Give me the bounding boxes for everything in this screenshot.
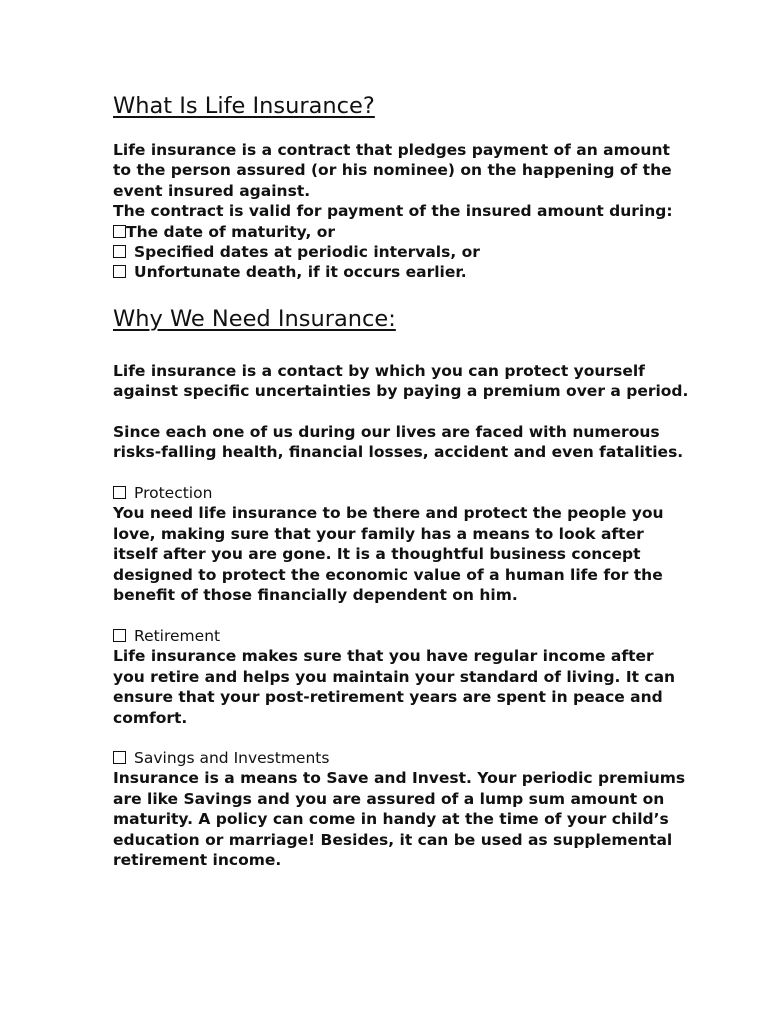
paragraph: [113, 361, 713, 402]
checkbox-icon: [113, 225, 126, 238]
checkbox-icon: [113, 751, 126, 764]
text-line: retirement income.: [113, 851, 282, 870]
checkbox-icon: [113, 629, 126, 642]
text-line: You need life insurance to be there and protect the people you: [113, 504, 664, 523]
list-item-savings-and-investments: [113, 748, 713, 870]
section-heading-why-we-need-insurance: Why We Need Insurance:: [113, 306, 396, 332]
text-line: are like Savings and you are assured of a lump sum amount on: [113, 789, 665, 808]
text-line: against specific uncertainties by paying a premium over a period.: [113, 382, 689, 401]
text-line: itself after you are gone. It is a thoughtful business concept: [113, 545, 641, 564]
item-title: Protection: [134, 484, 213, 502]
checkbox-icon: [113, 265, 126, 278]
list-item-protection: [113, 483, 713, 605]
text-line: you retire and helps you maintain your standard of living. It can: [113, 667, 676, 686]
option-item: [113, 242, 713, 262]
paragraph: [113, 422, 713, 463]
text-line: event insured against.: [113, 181, 311, 200]
list-item-retirement: [113, 626, 713, 728]
text-line: The contract is valid for payment of the insured amount during:: [113, 202, 673, 221]
checkbox-icon: [113, 245, 126, 258]
item-heading: [113, 483, 713, 503]
text-line: Insurance is a means to Save and Invest. Your periodic premiums: [113, 769, 686, 788]
text-line: Life insurance is a contact by which you can protect yourself: [113, 362, 645, 380]
text-line: comfort.: [113, 708, 188, 727]
text-line: risks-falling health, financial losses, accident and even fatalities.: [113, 443, 684, 462]
text-line: to the person assured (or his nominee) on the happening of the: [113, 161, 672, 180]
option-item: [113, 222, 713, 242]
text-line: Life insurance makes sure that you have regular income after: [113, 647, 654, 666]
section-heading-what-is-life-insurance: What Is Life Insurance?: [113, 93, 375, 119]
text-line: education or marriage! Besides, it can be used as supplemental: [113, 830, 673, 849]
text-line: love, making sure that your family has a means to look after: [113, 524, 644, 543]
item-heading: [113, 626, 713, 646]
text-line: designed to protect the economic value of a human life for the: [113, 565, 663, 584]
text-line: maturity. A policy can come in handy at the time of your child’s: [113, 810, 669, 829]
option-label: The date of maturity, or: [126, 222, 336, 241]
item-title: Savings and Investments: [134, 749, 330, 767]
item-title: Retirement: [134, 627, 221, 645]
option-label: Specified dates at periodic intervals, or: [134, 243, 480, 262]
text-line: Life insurance is a contract that pledges payment of an amount: [113, 141, 670, 159]
intro-paragraph: [113, 140, 713, 283]
option-label: Unfortunate death, if it occurs earlier.: [134, 263, 467, 282]
text-line: ensure that your post-retirement years are spent in peace and: [113, 688, 663, 707]
text-line: benefit of those financially dependent on him.: [113, 586, 518, 605]
item-heading: [113, 748, 713, 768]
checkbox-icon: [113, 486, 126, 499]
option-item: [113, 262, 713, 282]
text-line: Since each one of us during our lives are faced with numerous: [113, 423, 660, 441]
